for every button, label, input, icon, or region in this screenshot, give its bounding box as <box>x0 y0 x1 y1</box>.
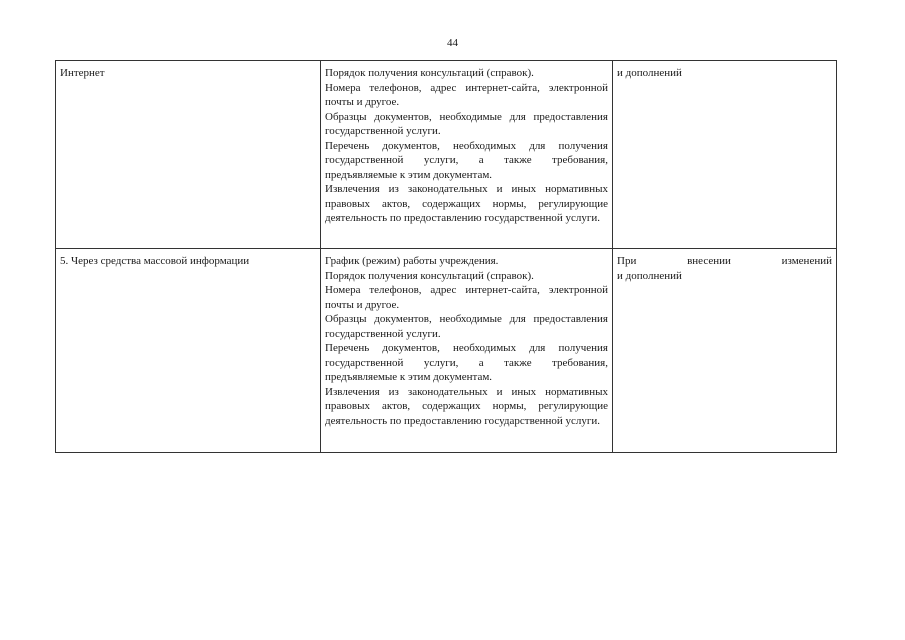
update-text: При внесении изменений <box>617 255 832 267</box>
info-channels-table <box>55 60 837 453</box>
content-paragraph: График (режим) работы учреждения. <box>325 255 499 267</box>
content-paragraph: Перечень документов, необходимых для получения государственной услуги, а также требования, предъявляемые к этим документам. <box>325 342 608 383</box>
channel-cell <box>56 61 321 249</box>
table-row <box>56 249 837 453</box>
content-cell <box>321 61 613 249</box>
update-text: и дополнений <box>617 67 682 79</box>
channel-cell <box>56 249 321 453</box>
content-paragraph: Порядок получения консультаций (справок). <box>325 269 534 282</box>
channel-label: Интернет <box>60 67 105 79</box>
content-paragraph: Извлечения из законодательных и иных нормативных правовых актов, содержащих нормы, регулирующие деятельность по предоставлению государственной услуги. <box>325 183 608 224</box>
channel-label: 5. Через средства массовой информации <box>60 255 250 267</box>
content-paragraph: Извлечения из законодательных и иных нормативных правовых актов, содержащих нормы, регулирующие деятельность по предоставлению государственной услуги. <box>325 385 608 427</box>
content-paragraph: Образцы документов, необходимые для предоставления государственной услуги. <box>325 110 608 137</box>
content-paragraph: Порядок получения консультаций (справок). <box>325 67 534 79</box>
table-row <box>56 61 837 249</box>
update-cell <box>613 249 837 453</box>
content-paragraph: Образцы документов, необходимые для предоставления государственной услуги. <box>325 313 608 340</box>
content-paragraph: Перечень документов, необходимых для получения государственной услуги, а также требования, предъявляемые к этим документам. <box>325 139 608 181</box>
content-paragraph: Номера телефонов, адрес интернет-сайта, электронной почты и другое. <box>325 284 608 311</box>
update-text: и дополнений <box>617 269 682 282</box>
content-paragraph: Номера телефонов, адрес интернет-сайта, электронной почты и другое. <box>325 81 608 108</box>
update-cell <box>613 61 837 249</box>
page-number: 44 <box>447 37 458 49</box>
content-cell <box>321 249 613 453</box>
